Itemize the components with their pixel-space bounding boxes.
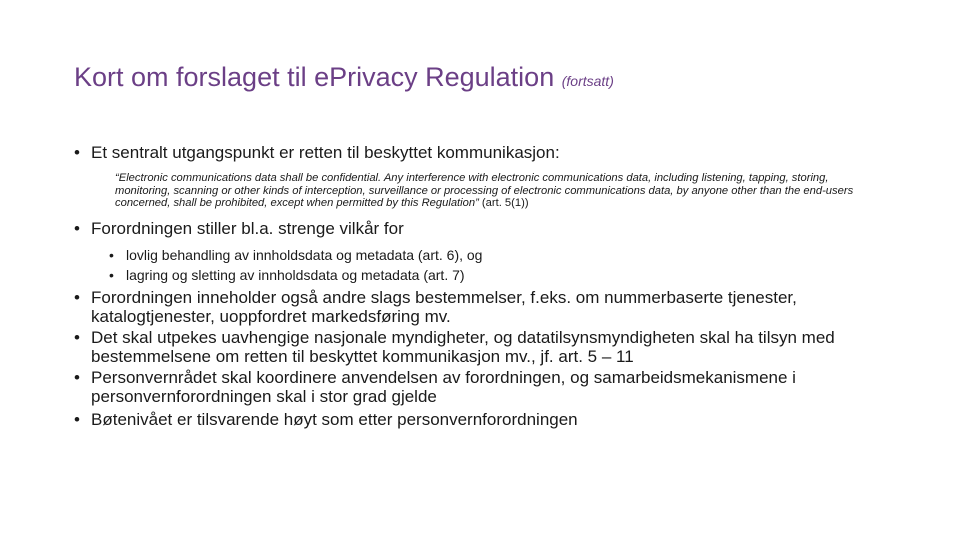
quote-text: “Electronic communications data shall be confidential. Any interference with electronic communications data, including listening, tapping, storing, monitoring, scanning or other kinds of interception, surveillance or processing of electronic communications data, by anyone other than the end-users concerned, shall be prohibited, except when permitted by this Regulation” bbox=[115, 172, 854, 209]
bullet-item: • Bøtenivået er tilsvarende høyt som etter personvernforordningen bbox=[74, 410, 884, 429]
title-text: Kort om forslaget til ePrivacy Regulation bbox=[74, 62, 555, 92]
bullet-item: • Et sentralt utgangspunkt er retten til beskyttet kommunikasjon: bbox=[74, 143, 884, 162]
bullet-item: • Personvernrådet skal koordinere anvendelsen av forordningen, og samarbeidsmekanismene i personvernforordningen skal i stor grad gjelde bbox=[74, 368, 884, 406]
sub-bullet-item: • lagring og sletting av innholdsdata og metadata (art. 7) bbox=[109, 265, 884, 285]
bullet-item: • Forordningen inneholder også andre slags bestemmelser, f.eks. om nummerbaserte tjenester, katalogtjenester, uoppfordret markedsføring mv. bbox=[74, 288, 884, 326]
quote-reference: (art. 5(1)) bbox=[481, 197, 529, 209]
slide-title bbox=[74, 62, 614, 93]
quote-block bbox=[115, 172, 855, 210]
bullet-item: • Det skal utpekes uavhengige nasjonale myndigheter, og datatilsynsmyndigheten skal ha tilsyn med bestemmelsene om retten til beskyttet kommunikasjon mv., jf. art. 5 – 11 bbox=[74, 328, 884, 366]
slide-content bbox=[74, 143, 884, 429]
title-suffix: (fortsatt) bbox=[561, 73, 614, 89]
sub-bullet-item: • lovlig behandling av innholdsdata og metadata (art. 6), og bbox=[109, 245, 884, 265]
sub-bullet-list bbox=[109, 245, 884, 285]
bullet-item: • Forordningen stiller bl.a. strenge vilkår for bbox=[74, 219, 884, 238]
